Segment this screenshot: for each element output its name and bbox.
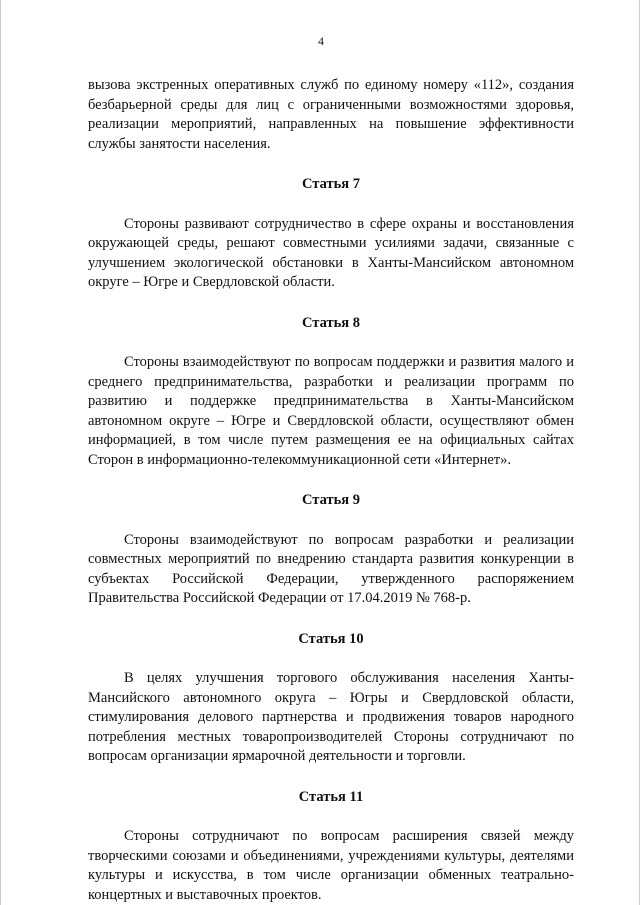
document-body	[88, 76, 574, 905]
article-7-text: Стороны развивают сотрудничество в сфере охраны и восстановления окружающей среды, решают совместными усилиями задачи, связанные с улучшением экологической обстановки в Ханты-Мансийском автономном округе – Югре и Свердловской области.	[88, 215, 574, 290]
article-8-text: Стороны взаимодействуют по вопросам поддержки и развития малого и среднего предпринимательства, разработки и реализации программ по развитию и поддержке предпринимательства в Ханты-Мансийском автономном округе – Югре и Свердловской области, осуществляют обмен информацией, в том числе путем размещения ее на официальных сайтах Сторон в информационно-телекоммуникационной сети «Интернет».	[88, 354, 574, 468]
article-9-text: Стороны взаимодействуют по вопросам разработки и реализации совместных мероприятий по внедрению стандарта развития конкуренции в субъектах Российской Федерации, утвержденного распоряжением Правительства Российской Федерации от 17.04.2019 № 768-р.	[88, 531, 574, 606]
article-11-text: Стороны сотрудничают по вопросам расширения связей между творческими союзами и объединениями, учреждениями культуры, деятелями культуры и искусства, в том числе организации обменных театрально-концертных и выставочных проектов.	[88, 828, 574, 903]
article-10-text: В целях улучшения торгового обслуживания населения Ханты-Мансийского автономного округа – Югры и Свердловской области, стимулирования делового партнерства и продвижения товаров народного потребления местных товаропроизводителей Стороны сотрудничают по вопросам организации ярмарочной деятельности и торговли.	[88, 670, 574, 764]
intro-paragraph: вызова экстренных оперативных служб по единому номеру «112», создания безбарьерной среды для лиц с ограниченными возможностями здоровья, реализации мероприятий, направленных на повышение эффективности службы занятости населения.	[88, 77, 574, 152]
article-8-title: Статья 8	[302, 314, 360, 331]
article-9-title: Статья 9	[302, 492, 360, 508]
article-10-title: Статья 10	[298, 630, 364, 647]
article-7-title: Статья 7	[302, 176, 360, 192]
article-11-title: Статья 11	[298, 788, 364, 805]
page-number: 4	[318, 34, 324, 48]
